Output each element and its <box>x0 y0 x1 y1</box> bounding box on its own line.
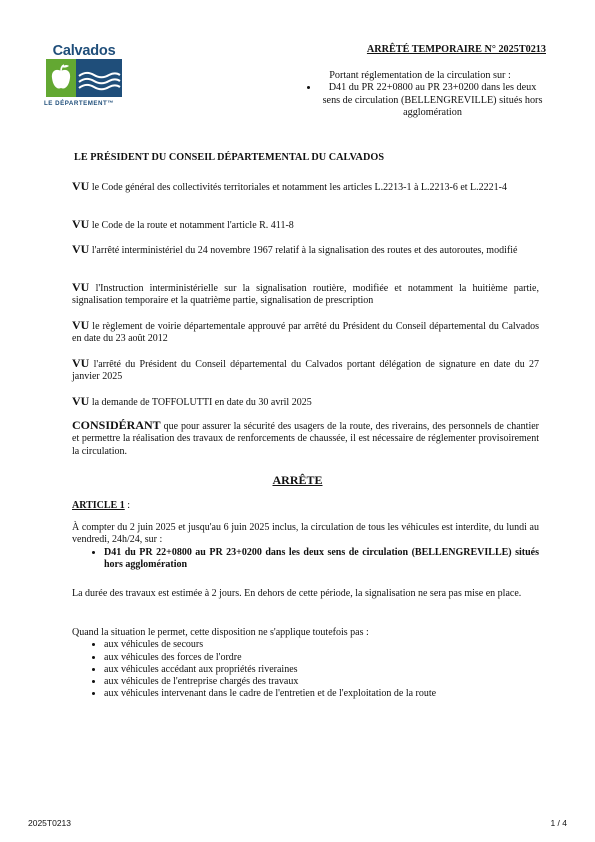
vu-text: l'Instruction interministérielle sur la signalisation routière, modifiée et notamment la huitième partie, signalisation temporaire et la quatrième partie, signalisation de prescription <box>72 283 539 307</box>
article-intro <box>72 522 539 571</box>
article-label: ARTICLE 1 <box>72 500 125 511</box>
considerant-text: que pour assurer la sécurité des usagers de la route, des riverains, des personnels de chantier et permettre la réalisation des travaux de renforcements de chaussée, il est nécessaire de réglementer provisoirement la circulation. <box>72 421 539 457</box>
logo-title: Calvados <box>52 43 116 59</box>
vu-keyword: VU <box>72 356 90 370</box>
page-number: 1 / 4 <box>550 818 567 828</box>
decree-subject: Portant réglementation de la circulation sur : <box>329 70 511 82</box>
vu-paragraph <box>72 357 539 384</box>
logo-subtitle: LE DÉPARTEMENT™ <box>44 100 114 107</box>
exception-item: • aux véhicules des forces de l'ordre <box>104 652 539 664</box>
vu-paragraph <box>72 180 539 194</box>
article-road-item: • D41 du PR 22+0800 au PR 23+0200 dans les deux sens de circulation (BELLENGREVILLE) situés hors agglomération <box>104 547 539 572</box>
decree-header <box>294 44 546 119</box>
vu-keyword: VU <box>72 280 90 294</box>
considerant-paragraph <box>72 419 539 458</box>
article-intro-text: À compter du 2 juin 2025 et jusqu'au 6 juin 2025 inclus, la circulation de tous les véhicules est interdite, du lundi au vendredi, 24h/24, sur : <box>72 522 539 546</box>
arrete-title: ARRÊTE <box>272 473 323 487</box>
vu-keyword: VU <box>72 179 90 193</box>
exception-item: • aux véhicules intervenant dans le cadre de l'entretien et de l'exploitation de la route <box>104 688 539 700</box>
exception-item: • aux véhicules de l'entreprise chargés des travaux <box>104 676 539 688</box>
vu-keyword: VU <box>72 217 90 231</box>
exceptions-list <box>72 639 539 700</box>
decree-subject-list <box>294 82 546 119</box>
vu-text: le Code général des collectivités territoriales et notamment les articles L.2213-1 à L.2213-6 et L.2221-4 <box>89 182 507 193</box>
considerant-keyword: CONSIDÉRANT <box>72 418 161 432</box>
vu-text: le Code de la route et notamment l'article R. 411-8 <box>89 220 294 231</box>
exceptions-intro: Quand la situation le permet, cette disposition ne s'applique toutefois pas : <box>72 627 369 638</box>
president-heading: LE PRÉSIDENT DU CONSEIL DÉPARTEMENTAL DU CALVADOS <box>74 152 385 163</box>
calvados-logo <box>44 44 130 114</box>
article-heading <box>72 500 130 511</box>
footer-reference: 2025T0213 <box>28 818 72 828</box>
logo-emblem-icon <box>46 59 122 97</box>
vu-paragraph <box>72 319 539 346</box>
duration-paragraph: La durée des travaux est estimée à 2 jours. En dehors de cette période, la signalisation ne sera pas mise en place. <box>72 588 522 599</box>
decree-number: ARRÊTÉ TEMPORAIRE N° 2025T0213 <box>366 44 546 55</box>
vu-keyword: VU <box>72 318 90 332</box>
vu-text: la demande de TOFFOLUTTI en date du 30 avril 2025 <box>89 397 312 408</box>
decree-subject-item: • D41 du PR 22+0800 au PR 23+0200 dans les deux sens de circulation (BELLENGREVILLE) situés hors agglomération <box>319 82 546 119</box>
vu-keyword: VU <box>72 394 90 408</box>
article-road-list <box>72 547 539 572</box>
exception-item: • aux véhicules accédant aux propriétés riveraines <box>104 664 539 676</box>
exceptions-block <box>72 627 539 701</box>
vu-paragraph <box>72 218 539 232</box>
vu-text: le règlement de voirie départementale approuvé par arrêté du Président du Conseil départemental du Calvados en date du 23 août 2012 <box>72 321 539 345</box>
article-colon: : <box>124 500 130 511</box>
vu-keyword: VU <box>72 242 90 256</box>
vu-paragraph <box>72 281 539 308</box>
vu-paragraph <box>72 395 539 409</box>
exception-item: • aux véhicules de secours <box>104 639 539 651</box>
vu-paragraph <box>72 243 539 257</box>
vu-text: l'arrêté du Président du Conseil départemental du Calvados portant délégation de signature en date du 27 janvier 2025 <box>72 359 539 383</box>
vu-text: l'arrêté interministériel du 24 novembre 1967 relatif à la signalisation des routes et des autoroutes, modifié <box>89 245 518 256</box>
